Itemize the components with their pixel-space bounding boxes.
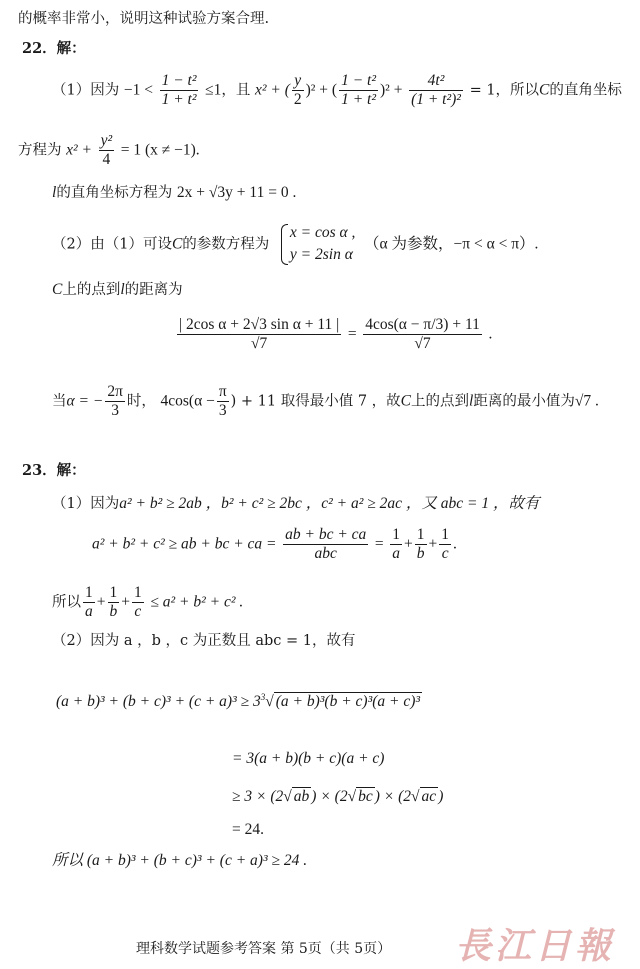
q22-C: C: [539, 81, 550, 99]
q23-frac-c: $\frac{1}{c}$: [441, 526, 450, 562]
q22-p1-after: = 1，所以: [469, 82, 540, 99]
q22-frac-y2: $\frac{y}{2}$: [293, 72, 302, 108]
q23-step1: = 3(a + b)(b + c)(a + c): [232, 750, 385, 767]
q22-dist-line: C上的点到l的距离为: [52, 281, 183, 298]
page-footer: 理科数学试题参考答案 第 5页（共 5页）: [136, 941, 392, 957]
q22-part2-line: （2）由（1）可设C的参数方程为 x = cos α , y = 2sin α （α 为参数，−π < α < π）.: [52, 222, 538, 267]
q22-p1-mid: )² +: [380, 81, 403, 99]
q22-p1-ineq-left: −1 <: [123, 81, 153, 99]
continuation-text: 的概率非常小，说明这种试验方案合理.: [18, 11, 270, 27]
q22-p1-ineq-right: ≤1: [205, 81, 222, 99]
q22-sq-plus: )² + (: [305, 81, 338, 99]
q22-x2: x² + (: [254, 81, 290, 99]
q23-frac-b: $\frac{1}{b}$: [416, 526, 425, 562]
q23-step2: ≥ 3 × (2√ ab ) × (2√ bc ) × (2√ ac ): [232, 788, 444, 805]
q22-conclusion-line: 当α = − $\frac{2\pi}{3}$ 时， 4cos(α − $\frac{\pi}{3}$ ) + 11 取得最小值 7 ，故C上的点到l距离的最小值为√7 .: [52, 383, 599, 419]
q23-heading: 23．解：: [22, 462, 86, 479]
q22-dist-frac-1: $\frac{\text{| 2cos α + 2√3 sin α + 11 |}}{√7}$: [179, 316, 340, 352]
q22-equation-line: 方程为 x² + $\frac{\text{y²}}{4}$ = 1 (x ≠ −1).: [18, 132, 200, 168]
q22-distance-formula: $\frac{\text{| 2cos α + 2√3 sin α + 11 |}}{√7}$ = $\frac{4\cos(\alpha - \pi/3) + 11}{√7}$ .: [179, 316, 493, 352]
q23-so-frac-a: $\frac{1}{a}$: [85, 584, 93, 620]
q22-frac-y2-4: $\frac{\text{y²}}{4}$: [100, 132, 113, 168]
q22-l-line: l的直角坐标方程为 2x + √3y + 11 = 0 .: [52, 184, 297, 201]
q23-so-frac-b: $\frac{1}{b}$: [109, 584, 118, 620]
q22-frac-2pi: $\frac{2\pi}{3}$: [107, 383, 123, 419]
q22-p1-tail: 的直角坐标: [549, 82, 622, 99]
q22-param-system: x = cos α , y = 2sin α: [278, 222, 356, 267]
q23-frac-main: $\frac{ab + bc + ca}{\text{abc}}$: [285, 526, 367, 562]
q23-so-frac-c: $\frac{1}{c}$: [134, 584, 142, 620]
q22-part1-line: [52, 72, 622, 109]
q23-step3: = 24.: [232, 821, 264, 838]
q23-part1-line: （1）因为a² + b² ≥ 2ab ，b² + c² ≥ 2bc ，c² + a² ≥ 2ac ，又 abc = 1 ，故有: [52, 495, 540, 512]
q22-p1-and: ，且: [221, 82, 251, 99]
q23-frac-a: $\frac{1}{a}$: [392, 526, 401, 562]
q22-frac-pi3: $\frac{\pi}{3}$: [218, 383, 227, 419]
q23-part2-line: （2）因为 a ，b ，c 为正数且 abc = 1，故有: [52, 633, 356, 649]
q23-big-ineq: $(a + b)^3 + (b + c)^3 + (c + a)^3 \ge 3^3√$ (a + b)³(b + c)³(a + c)³: [56, 692, 421, 711]
q22-frac-3: $\frac{\text{4t²}}{\text{(1 + t²)²}}$: [411, 72, 461, 108]
q22-frac-2: $\frac{\text{1 − t²}}{\text{1 + t²}}$: [341, 72, 377, 108]
q23-so-line: 所以 $\frac{1}{a}$ + $\frac{1}{b}$ + $\frac{1}{c}$ ≤ a² + b² + c² .: [52, 584, 244, 620]
q22-dist-frac-2: $\frac{4\cos(\alpha - \pi/3) + 11}{√7}$: [365, 316, 480, 352]
q22-p1-prefix: （1）因为: [52, 82, 120, 99]
q22-frac-1: $\frac{\text{1 − t²}}{\text{1 + t²}}$: [161, 72, 197, 108]
q23-final: 所以 (a + b)³ + (b + c)³ + (c + a)³ ≥ 24 .: [52, 852, 308, 869]
q23-ineq-line: a² + b² + c² ≥ ab + bc + ca = $\frac{ab + bc + ca}{\text{abc}}$ = $\frac{1}{a}$ + $\frac{1}{b}$ + $\frac{1}{c}$ .: [92, 526, 457, 562]
q22-heading: 22．解：: [22, 40, 86, 57]
newspaper-watermark-logo: 長江日報: [455, 925, 616, 967]
